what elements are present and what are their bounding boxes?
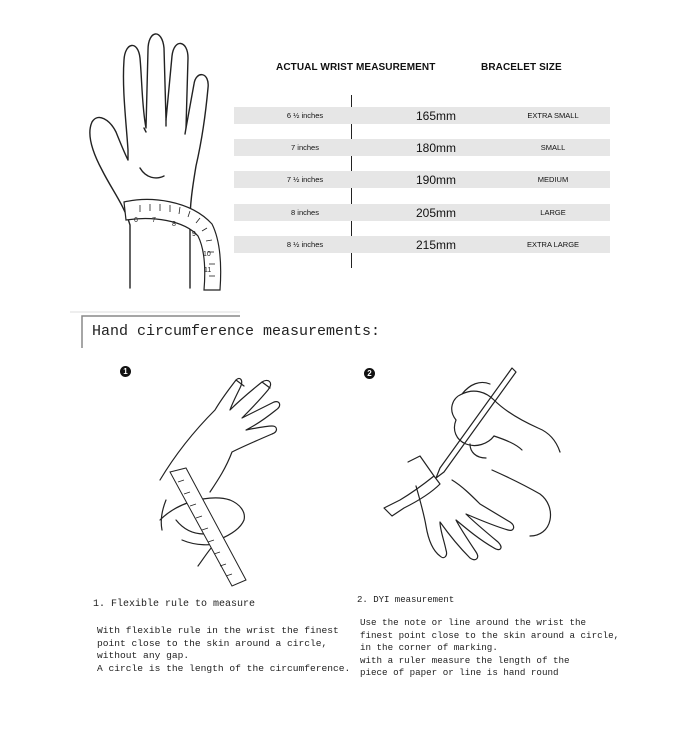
step-1-title: 1. Flexible rule to measure <box>93 599 256 610</box>
step-2-line: finest point close to the skin around a circle, <box>360 629 620 641</box>
size-cell: LARGE <box>540 208 566 217</box>
step-2-line: in the corner of marking. <box>360 642 498 653</box>
tape-number: 11 <box>204 267 212 274</box>
inches-cell: 8 inches <box>291 208 319 217</box>
inches-cell: 6 ½ inches <box>286 111 324 120</box>
inches-cell: 8 ½ inches <box>286 240 324 249</box>
step-1-description <box>97 625 350 675</box>
step-1-line: without any gap. <box>97 650 190 661</box>
step-2-number: 2 <box>364 368 375 379</box>
step-1-number: 1 <box>120 366 131 377</box>
header-bracelet-size: BRACELET SIZE <box>481 62 562 73</box>
tape-number: 9 <box>192 231 196 238</box>
step-2-line: Use the note or line around the wrist the <box>360 617 587 628</box>
mm-cell: 205mm <box>415 206 456 220</box>
step-2-line: with a ruler measure the length of the <box>360 654 570 666</box>
step-1-line: A circle is the length of the circumference. <box>97 662 351 674</box>
tape-number: 7 <box>152 217 156 224</box>
size-cell: EXTRA SMALL <box>527 111 579 120</box>
size-cell: MEDIUM <box>537 175 569 184</box>
tape-number: 10 <box>203 251 211 258</box>
step-2-line: piece of paper or line is hand round <box>360 667 559 678</box>
mm-cell: 215mm <box>415 238 456 252</box>
inches-cell: 7 ½ inches <box>286 175 324 184</box>
header-wrist-measurement: ACTUAL WRIST MEASUREMENT <box>276 62 436 73</box>
tape-number: 6 <box>134 217 138 224</box>
size-cell: EXTRA LARGE <box>526 240 580 249</box>
step-2-title: 2. DYI measurement <box>357 595 455 605</box>
step-1-line: point close to the skin around a circle, <box>97 637 328 649</box>
step-1-line: With flexible rule in the wrist the finest <box>97 625 339 636</box>
mm-cell: 180mm <box>415 141 456 155</box>
mm-cell: 190mm <box>415 173 456 187</box>
size-cell: SMALL <box>540 143 566 152</box>
tape-number: 8 <box>172 221 176 228</box>
section-title: Hand circumference measurements: <box>92 323 381 340</box>
inches-cell: 7 inches <box>291 143 319 152</box>
step-2-description <box>360 617 619 680</box>
mm-cell: 165mm <box>415 109 456 123</box>
